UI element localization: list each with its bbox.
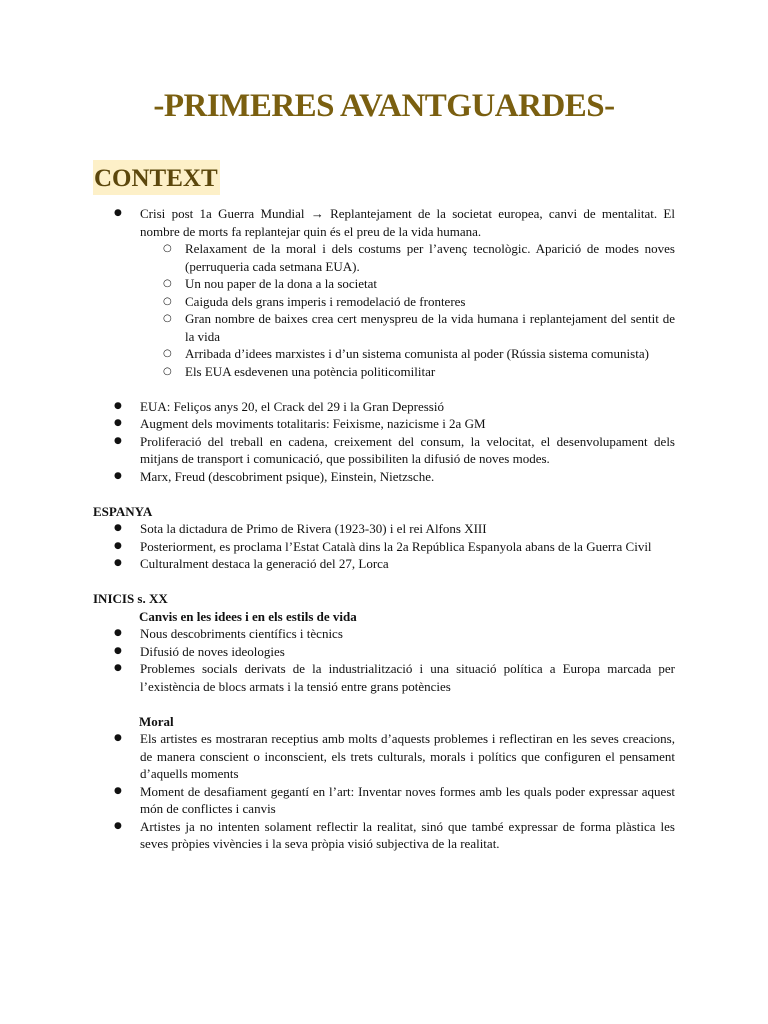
sublist-item: ○ Gran nombre de baixes crea cert menyspreu de la vida humana i replantejament del sentit de la vida: [140, 310, 675, 345]
context-sublist: [93, 240, 675, 380]
list-item: ● Marx, Freud (descobriment psique), Einstein, Nietzsche.: [93, 468, 675, 486]
spacer: [93, 380, 675, 398]
espanya-heading: ESPANYA: [93, 503, 153, 519]
sublist-item: ○ Relaxament de la moral i dels costums per l’avenç tecnològic. Aparició de modes noves (perruqueria cada setmana EUA).: [140, 240, 675, 275]
moral-list: [93, 730, 675, 853]
sublist-item: ○ Un nou paper de la dona a la societat: [140, 275, 675, 293]
list-item: ● Nous descobriments científics i tècnics: [93, 625, 675, 643]
inicis-list: [93, 625, 675, 695]
list-item: ● Sota la dictadura de Primo de Rivera (1923-30) i el rei Alfons XIII: [93, 520, 675, 538]
spacer: [93, 573, 675, 591]
context-heading: CONTEXT: [93, 160, 220, 195]
sublist-item: ○ Arribada d’idees marxistes i d’un sistema comunista al poder (Rússia sistema comunista): [140, 345, 675, 363]
document-body: [93, 205, 675, 853]
inicis-heading: INICIS s. XX: [93, 591, 168, 606]
sublist-item: ○ Caiguda dels grans imperis i remodelació de fronteres: [140, 293, 675, 311]
list-item: ● Proliferació del treball en cadena, creixement del consum, la velocitat, el desenvolupament dels mitjans de transport i comunicació, que possibiliten la difusió de noves modes.: [93, 433, 675, 468]
context-list-2: [93, 398, 675, 486]
context-list: [93, 205, 675, 380]
list-item: ● Difusió de noves ideologies: [93, 643, 675, 661]
list-item: [93, 205, 675, 380]
list-item: ● Augment dels moviments totalitaris: Feixisme, nazicisme i 2a GM: [93, 415, 675, 433]
list-item: ● Artistes ja no intenten solament reflectir la realitat, sinó que també expressar de forma plàstica les seves pròpies vivències i la seva pròpia visió subjectiva de la realitat.: [93, 818, 675, 853]
espanya-list: [93, 520, 675, 573]
list-item: ● Culturalment destaca la generació del 27, Lorca: [93, 555, 675, 573]
list-item: ● Els artistes es mostraran receptius amb molts d’aquests problemes i reflectiran en les seves creacions, de manera conscient o inconscient, els trets culturals, morals i polítics que configuren el pensament d’aquells moments: [93, 730, 675, 783]
document-title: -PRIMERES AVANTGUARDES-: [153, 88, 615, 124]
list-item: ● Problemes socials derivats de la industrialització i una situació política a Europa marcada per l’existència de blocs armats i la tensió entre grans potències: [93, 660, 675, 695]
inicis-subheading: Canvis en les idees i en els estils de vida: [139, 608, 357, 624]
list-item: ● Posteriorment, es proclama l’Estat Català dins la 2a República Espanyola abans de la Guerra Civil: [93, 538, 675, 556]
list-item: ● Moment de desafiament gegantí en l’art: Inventar noves formes amb les quals poder expressar aquest món de conflictes i canvis: [93, 783, 675, 818]
spacer: [93, 695, 675, 713]
sublist-item: ○ Els EUA esdevenen una potència politicomilitar: [140, 363, 675, 381]
spacer: [93, 485, 675, 503]
moral-subheading: Moral: [139, 713, 174, 729]
list-item-text: Crisi post 1a Guerra Mundial → Replantejament de la societat europea, canvi de mentalitat. El nombre de morts fa replantejar quin és el preu de la vida humana.: [140, 206, 675, 239]
list-item: ● EUA: Feliços anys 20, el Crack del 29 i la Gran Depressió: [93, 398, 675, 416]
